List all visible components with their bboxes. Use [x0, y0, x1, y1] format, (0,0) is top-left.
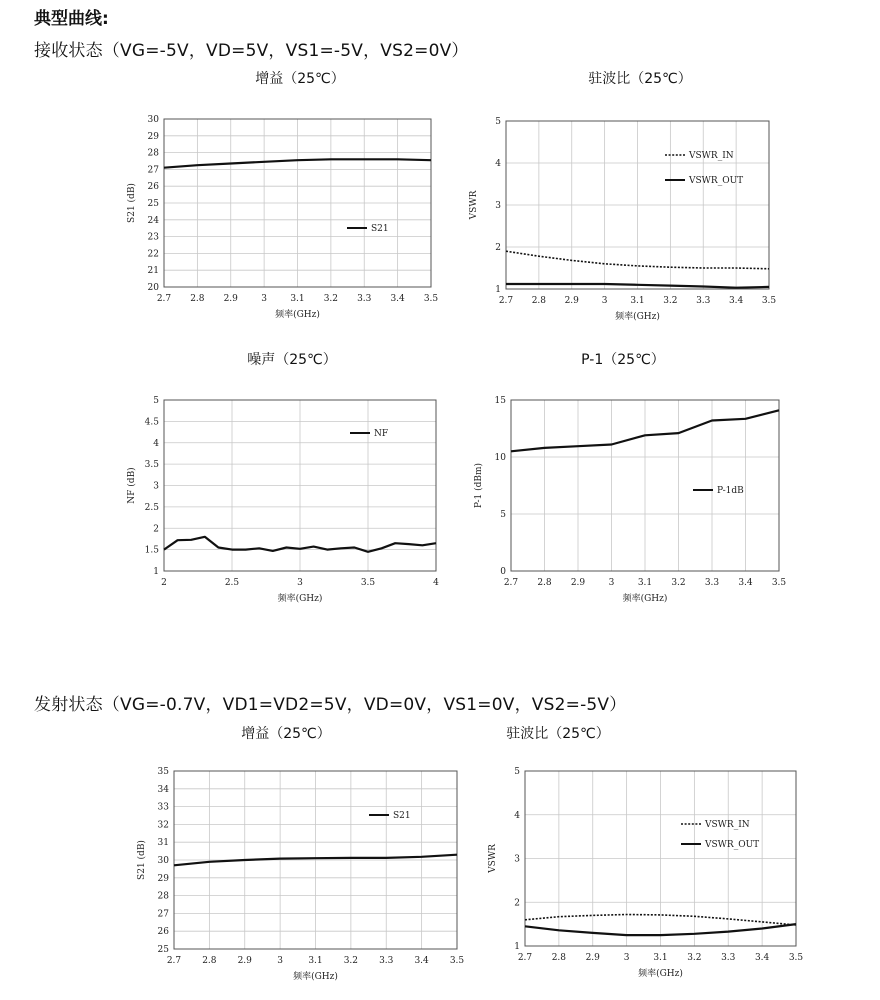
x-tick-label: 3.3: [379, 956, 394, 966]
y-tick-label: 2.5: [144, 502, 159, 513]
legend-label: S21: [371, 224, 389, 234]
x-tick-label: 3.5: [449, 956, 465, 966]
x-tick-label: 3.2: [323, 294, 339, 304]
y-tick-label: 30: [147, 115, 159, 125]
x-tick-label: 3.4: [754, 953, 770, 963]
y-tick-label: 27: [147, 165, 159, 176]
y-tick-label: 20: [147, 283, 159, 293]
x-tick-label: 3: [623, 953, 630, 963]
x-tick-label: 3.5: [360, 578, 376, 588]
x-tick-label: 2.8: [551, 953, 567, 963]
y-tick-label: 26: [157, 927, 169, 938]
legend-label: VSWR_IN: [689, 151, 734, 161]
tx-gain-chart: [125, 762, 465, 992]
y-tick-label: 3: [153, 481, 159, 492]
x-tick-label: 2.9: [564, 296, 579, 306]
x-tick-label: 3.4: [738, 578, 753, 588]
legend-label: P-1dB: [717, 486, 744, 496]
x-tick-label: 2.9: [237, 956, 252, 966]
y-tick-label: 30: [157, 856, 169, 866]
rx-gain-chart: [125, 112, 445, 327]
y-tick-label: 26: [147, 182, 159, 193]
x-tick-label: 2: [161, 578, 167, 588]
x-tick-label: 2.9: [570, 578, 586, 588]
y-tick-label: 34: [157, 784, 169, 795]
x-tick-label: 3: [601, 296, 608, 306]
x-tick-label: 3.3: [696, 296, 711, 306]
y-axis-label: S21 (dB): [137, 840, 147, 880]
rx-vswr-title: 驻波比（25℃）: [588, 71, 692, 87]
x-tick-label: 3.4: [728, 296, 744, 306]
y-tick-label: 3: [514, 854, 520, 865]
x-tick-label: 3.2: [671, 578, 686, 588]
x-tick-label: 3.2: [687, 953, 702, 963]
x-tick-label: 3.5: [423, 294, 439, 304]
y-tick-label: 1: [495, 285, 501, 295]
rx-p1-title: P-1（25℃）: [581, 352, 665, 368]
x-tick-label: 2.9: [585, 953, 600, 963]
y-tick-label: 2: [153, 524, 159, 535]
y-tick-label: 33: [157, 802, 169, 813]
y-tick-label: 5: [153, 396, 159, 406]
y-tick-label: 3: [495, 201, 501, 211]
x-tick-label: 4: [433, 578, 439, 588]
y-tick-label: 5: [514, 767, 520, 777]
y-tick-label: 0: [500, 567, 506, 577]
x-tick-label: 2.8: [537, 578, 552, 588]
y-tick-label: 4: [514, 810, 520, 821]
y-tick-label: 21: [147, 266, 159, 277]
x-tick-label: 3.5: [788, 953, 804, 963]
x-tick-label: 3.1: [653, 953, 668, 963]
x-tick-label: 3: [297, 578, 303, 588]
y-tick-label: 25: [147, 199, 159, 209]
y-tick-label: 4: [153, 438, 159, 449]
y-tick-label: 3.5: [144, 460, 159, 471]
x-tick-label: 2.8: [202, 956, 217, 966]
y-tick-label: 22: [147, 249, 159, 260]
rx-p1-chart: [465, 392, 795, 607]
y-tick-label: 32: [157, 820, 169, 831]
y-tick-label: 27: [157, 909, 169, 920]
y-tick-label: 1: [514, 942, 520, 952]
x-tick-label: 2.5: [224, 578, 240, 588]
x-tick-label: 3.2: [663, 296, 678, 306]
y-tick-label: 24: [147, 215, 159, 226]
x-axis-label: 频率(GHz): [615, 312, 660, 322]
y-axis-label: S21 (dB): [127, 183, 137, 223]
x-tick-label: 3: [608, 578, 615, 588]
transmit-section-title: 发射状态（VG=-0.7V，VD1=VD2=5V，VD=0V，VS1=0V，VS2=-5V）: [34, 695, 627, 715]
x-axis-label: 频率(GHz): [638, 969, 683, 979]
legend-label: VSWR_OUT: [689, 176, 744, 186]
x-tick-label: 3.1: [290, 294, 305, 304]
x-tick-label: 2.7: [503, 578, 519, 588]
x-tick-label: 3: [261, 294, 267, 304]
x-tick-label: 2.7: [517, 953, 533, 963]
rx-nf-title: 噪声（25℃）: [247, 352, 337, 368]
x-tick-label: 3.3: [357, 294, 372, 304]
y-tick-label: 28: [157, 891, 169, 902]
y-axis-label: VSWR: [488, 844, 498, 873]
tx-vswr-chart: [480, 762, 810, 992]
x-tick-label: 3.5: [761, 296, 777, 306]
y-tick-label: 5: [495, 117, 501, 127]
y-tick-label: 5: [500, 510, 506, 520]
tx-vswr-title: 驻波比（25℃）: [506, 726, 610, 742]
x-tick-label: 2.7: [498, 296, 514, 306]
x-tick-label: 3.1: [630, 296, 645, 306]
y-axis-label: NF (dB): [127, 467, 137, 504]
x-axis-label: 频率(GHz): [275, 310, 320, 320]
y-tick-label: 29: [157, 873, 169, 884]
x-tick-label: 2.9: [223, 294, 238, 304]
x-axis-label: 频率(GHz): [622, 594, 668, 604]
x-tick-label: 3: [277, 956, 283, 966]
x-tick-label: 2.8: [190, 294, 205, 304]
legend-label: NF: [374, 429, 389, 439]
y-axis-label: P-1 (dBm): [474, 462, 484, 509]
y-axis-label: VSWR: [469, 190, 479, 220]
tx-gain-title: 增益（25℃）: [241, 726, 331, 742]
y-tick-label: 10: [494, 453, 506, 463]
x-tick-label: 3.4: [414, 956, 429, 966]
y-tick-label: 23: [147, 232, 159, 243]
rx-vswr-chart: [465, 112, 785, 327]
x-tick-label: 3.3: [721, 953, 736, 963]
x-tick-label: 3.1: [308, 956, 323, 966]
x-tick-label: 2.7: [166, 956, 182, 966]
receive-section-title: 接收状态（VG=-5V，VD=5V，VS1=-5V，VS2=0V）: [34, 41, 469, 61]
y-tick-label: 15: [494, 396, 506, 406]
y-tick-label: 2: [514, 898, 520, 909]
x-axis-label: 频率(GHz): [277, 594, 323, 604]
y-tick-label: 1: [153, 567, 159, 577]
rx-gain-title: 增益（25℃）: [255, 71, 345, 87]
legend-label: S21: [393, 811, 411, 821]
x-tick-label: 2.8: [531, 296, 547, 306]
x-tick-label: 2.7: [156, 294, 172, 304]
page-heading: 典型曲线:: [34, 9, 109, 29]
x-tick-label: 3.2: [343, 956, 359, 966]
y-tick-label: 1.5: [144, 545, 159, 556]
x-tick-label: 3.3: [704, 578, 720, 588]
y-tick-label: 2: [495, 243, 501, 253]
x-tick-label: 3.5: [771, 578, 787, 588]
y-tick-label: 35: [157, 767, 169, 777]
y-tick-label: 28: [147, 148, 159, 159]
rx-nf-chart: [125, 392, 445, 607]
y-tick-label: 4.5: [144, 417, 159, 428]
y-tick-label: 29: [147, 131, 159, 142]
x-axis-label: 频率(GHz): [293, 972, 338, 982]
legend-label: VSWR_IN: [705, 820, 750, 830]
x-tick-label: 3.4: [390, 294, 405, 304]
y-tick-label: 4: [495, 159, 501, 169]
legend-label: VSWR_OUT: [705, 840, 760, 850]
y-tick-label: 25: [157, 945, 169, 955]
y-tick-label: 31: [157, 838, 169, 849]
x-tick-label: 3.1: [637, 578, 653, 588]
